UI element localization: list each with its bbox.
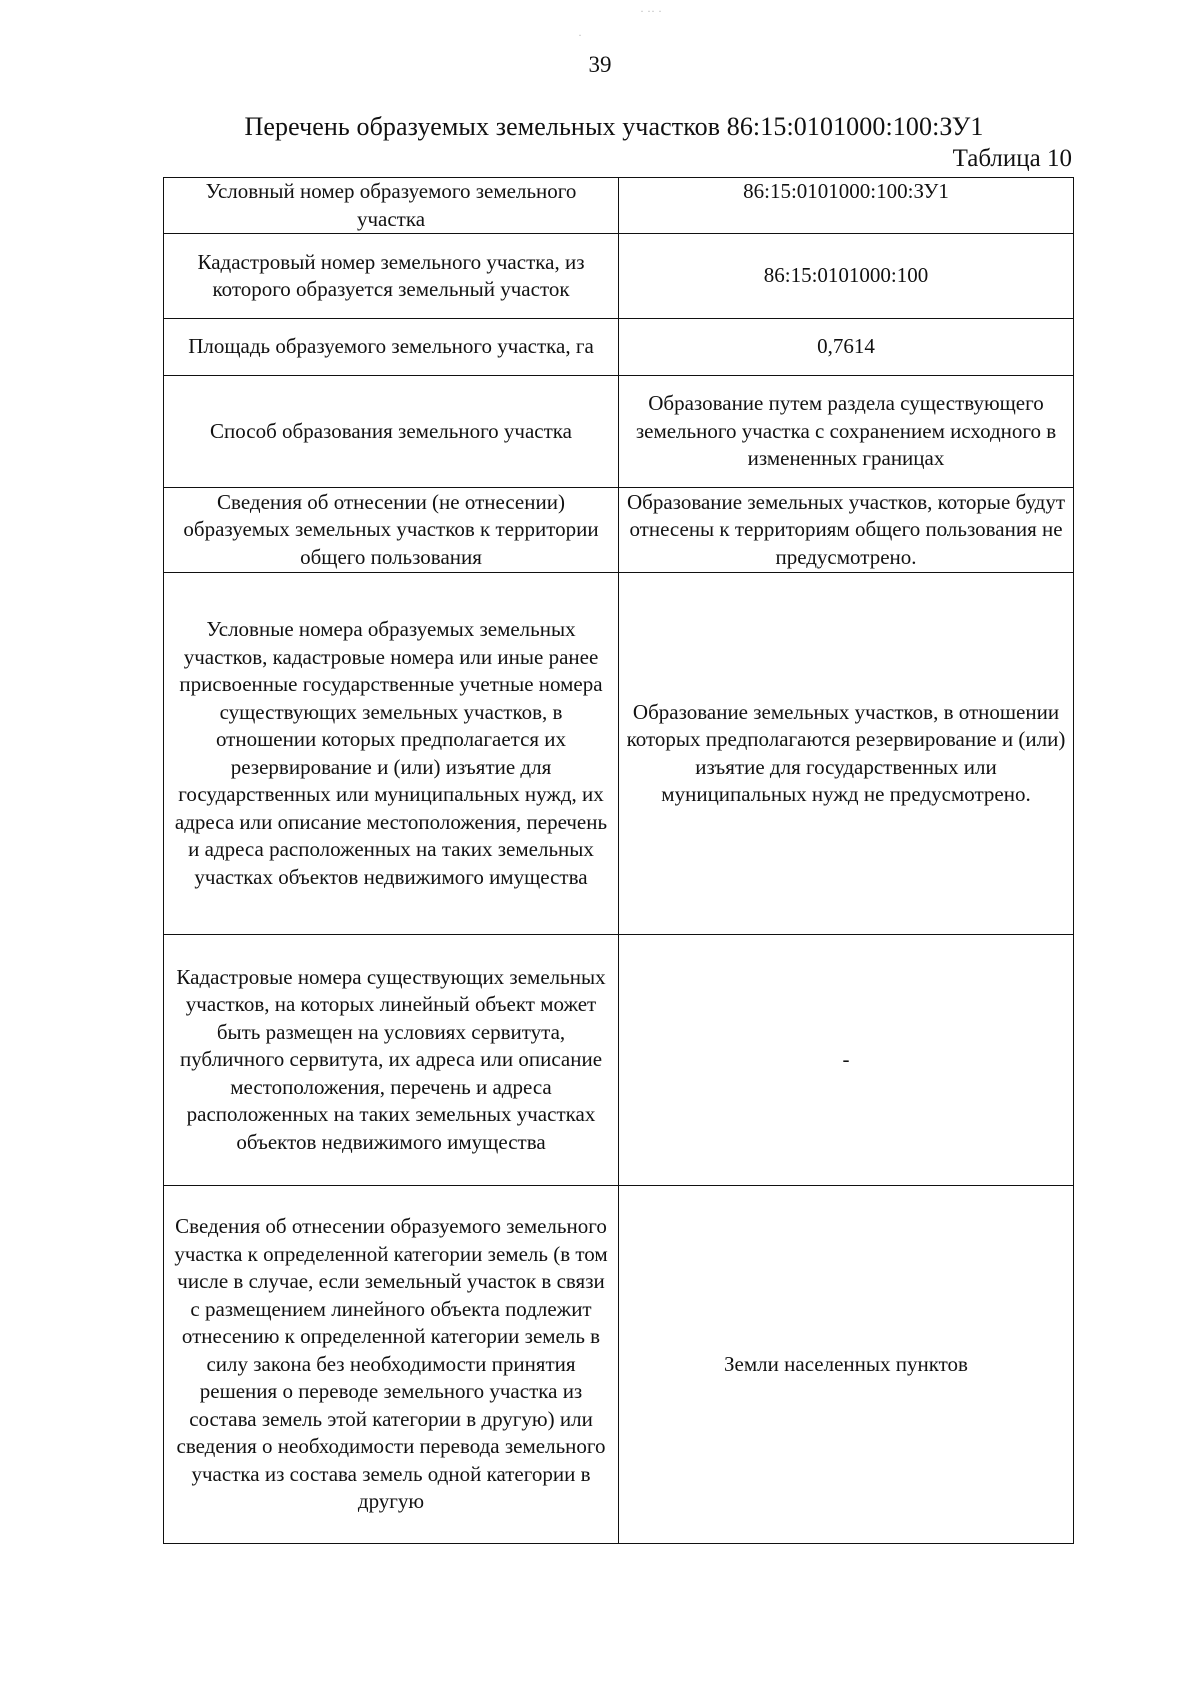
- table-row: [164, 488, 1074, 573]
- row-value: Образование земельных участков, в отношении которых предполагаются резервирование и (или) изъятие для государственных или муниципальных нужд не предусмотрено.: [619, 573, 1074, 935]
- table-row: [164, 178, 1074, 234]
- scan-artifact: ·: [578, 28, 582, 42]
- row-value: Образование путем раздела существующего земельного участка с сохранением исходного в измененных границах: [619, 376, 1074, 488]
- parcel-table: [163, 177, 1074, 1544]
- row-value: 86:15:0101000:100:ЗУ1: [619, 178, 1074, 234]
- row-label: Сведения об отнесении (не отнесении) образуемых земельных участков к территории общего пользования: [164, 488, 619, 573]
- row-value: 86:15:0101000:100: [619, 234, 1074, 319]
- row-label: Условный номер образуемого земельного участка: [164, 178, 619, 234]
- row-value: -: [619, 935, 1074, 1186]
- table-row: [164, 234, 1074, 319]
- row-value: Образование земельных участков, которые будут отнесены к территориям общего пользования не предусмотрено.: [619, 488, 1074, 573]
- row-label: Способ образования земельного участка: [164, 376, 619, 488]
- document-title: Перечень образуемых земельных участков 86:15:0101000:100:ЗУ1: [244, 112, 984, 141]
- row-label: Сведения об отнесении образуемого земельного участка к определенной категории земель (в том числе в случае, если земельный участок в связи с размещением линейного объекта подлежит отнесению к определенной категории земель в силу закона без необходимости принятия решения о переводе земельного участка из состава земель этой категории в другую) или сведения о необходимости перевода земельного участка из состава земель одной категории в другую: [164, 1186, 619, 1544]
- row-value: Земли населенных пунктов: [619, 1186, 1074, 1544]
- scan-artifact: · ·· ·: [640, 4, 662, 18]
- row-label: Кадастровые номера существующих земельных участков, на которых линейный объект может быть размещен на условиях сервитута, публичного сервитута, их адреса или описание местоположения, перечень и адреса расположенных на таких земельных участках объектов недвижимого имущества: [164, 935, 619, 1186]
- table-row: [164, 935, 1074, 1186]
- table-row: [164, 319, 1074, 376]
- table-row: [164, 376, 1074, 488]
- page-number: 39: [588, 52, 612, 77]
- row-label: Площадь образуемого земельного участка, га: [164, 319, 619, 376]
- table-label: Таблица 10: [952, 145, 1072, 172]
- row-label: Условные номера образуемых земельных участков, кадастровые номера или иные ранее присвоенные государственные учетные номера существующих земельных участков, в отношении которых предполагается их резервирование и (или) изъятие для государственных или муниципальных нужд, их адреса или описание местоположения, перечень и адреса расположенных на таких земельных участках объектов недвижимого имущества: [164, 573, 619, 935]
- row-value: 0,7614: [619, 319, 1074, 376]
- row-label: Кадастровый номер земельного участка, из которого образуется земельный участок: [164, 234, 619, 319]
- table-row: [164, 1186, 1074, 1544]
- table-row: [164, 573, 1074, 935]
